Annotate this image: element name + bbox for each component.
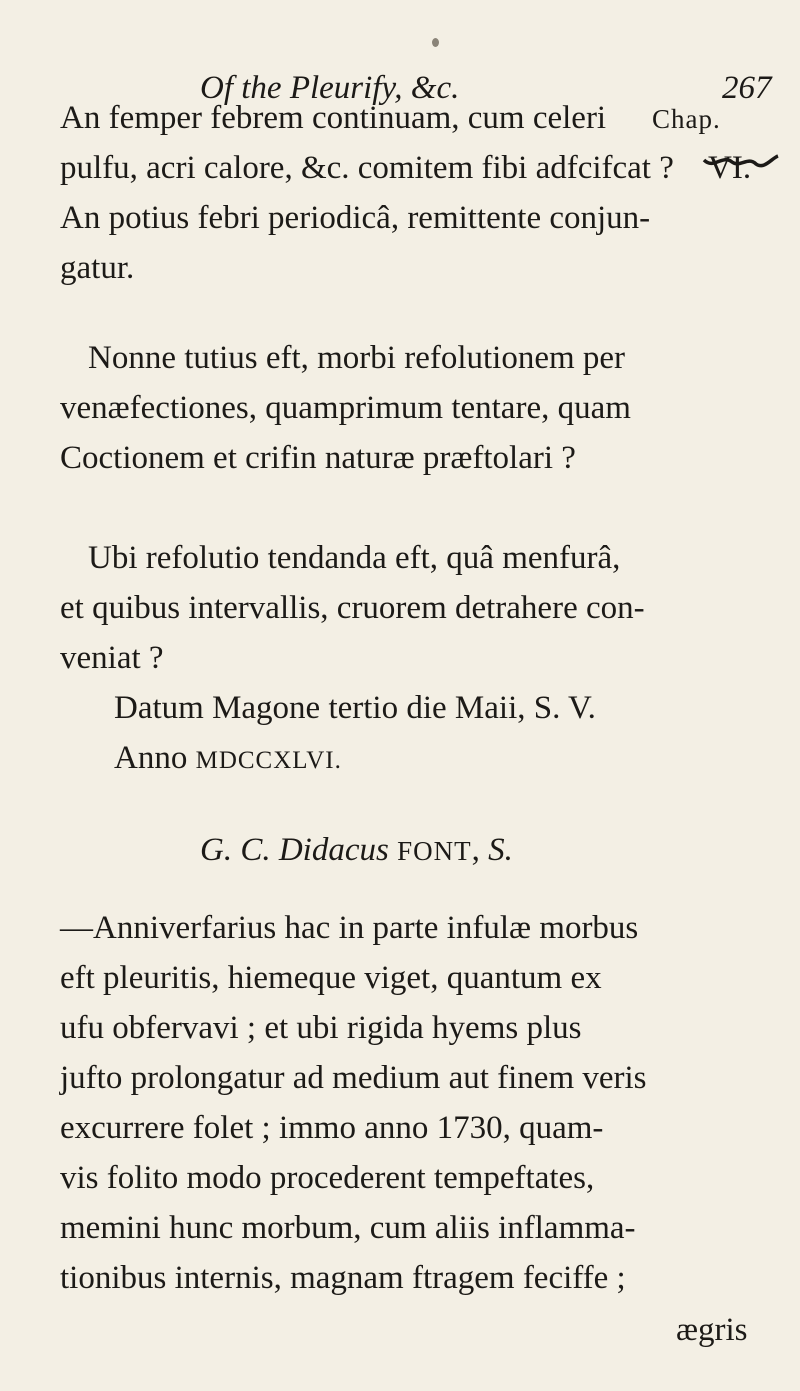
ink-spot	[432, 38, 439, 47]
paragraph-4-line-3: ufu obfervavi ; et ubi rigida hyems plus	[60, 1010, 582, 1046]
paragraph-4-line-7: memini hunc morbum, cum aliis inflamma-	[60, 1210, 636, 1246]
margin-chapter-number: VI.	[708, 150, 752, 186]
paragraph-3-line-3: veniat ?	[60, 640, 164, 676]
margin-chap	[652, 98, 721, 139]
paragraph-1-line-1: An femper febrem continuam, cum celeri	[60, 100, 607, 136]
paragraph-4-line-2: eft pleuritis, hiemeque viget, quantum ex	[60, 960, 602, 996]
signature-suffix: S.	[488, 832, 513, 868]
paragraph-4-line-8: tionibus internis, magnam ftragem feciffe ;	[60, 1260, 626, 1296]
paragraph-3-line-2: et quibus intervallis, cruorem detrahere con-	[60, 590, 645, 626]
running-head: Of the Pleurify, &c.	[200, 70, 460, 106]
paragraph-4-line-4: jufto prolongatur ad medium aut finem veris	[60, 1060, 647, 1096]
paragraph-4-line-1: —Anniverfarius hac in parte infulæ morbus	[60, 910, 639, 946]
ornament-swash	[700, 152, 780, 174]
signature: G. C. Didacus FONT, S.	[200, 832, 513, 868]
dateline-anno: Anno	[114, 740, 188, 776]
dateline-line-1: Datum Magone tertio die Maii, S. V.	[114, 690, 596, 726]
signature-surname: FONT	[397, 836, 472, 866]
paragraph-2-line-3: Coctionem et crifin naturæ præftolari ?	[60, 440, 576, 476]
paragraph-1-line-4: gatur.	[60, 250, 135, 286]
catchword: ægris	[676, 1312, 748, 1348]
paragraph-4-line-5: excurrere folet ; immo anno 1730, quam-	[60, 1110, 604, 1146]
paragraph-2-line-2: venæfectiones, quamprimum tentare, quam	[60, 390, 631, 426]
dateline-year: MDCCXLVI.	[195, 747, 342, 774]
margin-chap-label: Chap.	[652, 104, 721, 134]
paragraph-3-line-1: Ubi refolutio tendanda eft, quâ menfurâ,	[88, 540, 621, 576]
page-number: 267	[722, 70, 772, 106]
dateline-line-2	[114, 738, 342, 781]
signature-given-name: Didacus	[278, 832, 389, 868]
paragraph-1-line-2: pulfu, acri calore, &c. comitem fibi adfcifcat ?	[60, 150, 674, 186]
paragraph-2-line-1: Nonne tutius eft, morbi refolutionem per	[88, 340, 626, 376]
paragraph-4-line-6: vis folito modo procederent tempeftates,	[60, 1160, 595, 1196]
signature-initials: G. C.	[200, 832, 271, 868]
paragraph-1-line-3: An potius febri periodicâ, remittente conjun-	[60, 200, 651, 236]
